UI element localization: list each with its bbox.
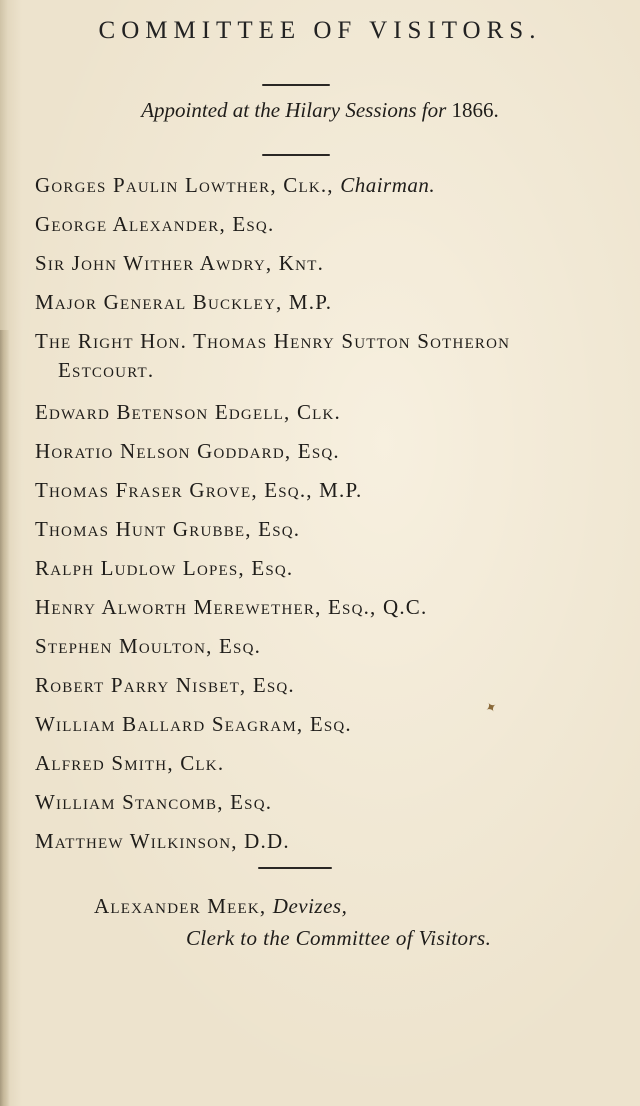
member-entry: William Stancomb, Esq. xyxy=(35,790,273,814)
member-entry: Henry Alworth Merewether, Esq., Q.C. xyxy=(35,595,428,619)
paper-blemish-icon: ✦ xyxy=(483,699,501,718)
member-entry: William Ballard Seagram, Esq. xyxy=(35,712,352,736)
member-entry: Horatio Nelson Goddard, Esq. xyxy=(35,439,340,463)
member-entry: Ralph Ludlow Lopes, Esq. xyxy=(35,556,294,580)
member-entry: Alfred Smith, Clk. xyxy=(35,751,225,775)
member-entry: Thomas Hunt Grubbe, Esq. xyxy=(35,517,301,541)
clerk-title: Clerk to the Committee of Visitors. xyxy=(186,926,492,950)
clerk-name: Alexander Meek, xyxy=(94,894,267,918)
member-entry: The Right Hon. Thomas Henry Sutton Sotheron xyxy=(35,329,511,353)
top-rule xyxy=(262,84,330,86)
clerk-signature xyxy=(94,894,347,919)
member-entry-continuation: Estcourt. xyxy=(58,358,155,382)
subtitle-year: 1866. xyxy=(451,98,499,122)
member-entry: Robert Parry Nisbet, Esq. xyxy=(35,673,295,697)
subtitle-text: Appointed at the Hilary Sessions for xyxy=(141,98,447,122)
member-name: Gorges Paulin Lowther, Clk., xyxy=(35,173,334,197)
member-entry: Major General Buckley, M.P. xyxy=(35,290,333,314)
member-entry: Sir John Wither Awdry, Knt. xyxy=(35,251,325,275)
member-entry: George Alexander, Esq. xyxy=(35,212,275,236)
bottom-rule xyxy=(258,867,332,869)
clerk-place: Devizes, xyxy=(272,894,348,918)
member-entry xyxy=(35,172,435,198)
middle-rule xyxy=(262,154,330,156)
page-heading: COMMITTEE OF VISITORS. xyxy=(98,17,542,44)
binding-gutter xyxy=(0,330,10,1106)
appointment-subtitle xyxy=(0,98,640,123)
member-entry: Matthew Wilkinson, D.D. xyxy=(35,829,290,853)
member-role: Chairman. xyxy=(340,173,436,197)
member-entry: Thomas Fraser Grove, Esq., M.P. xyxy=(35,478,363,502)
member-entry: Stephen Moulton, Esq. xyxy=(35,634,262,658)
member-entry: Edward Betenson Edgell, Clk. xyxy=(35,400,341,424)
